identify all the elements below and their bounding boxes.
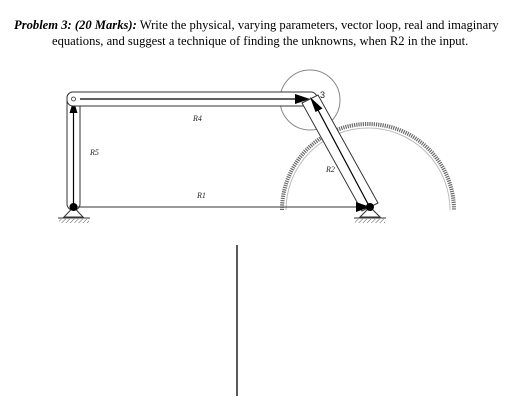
problem-text-line2: equations, and suggest a technique of finding the unknowns, when R2 in the input. (52, 34, 469, 48)
problem-text-line1: Write the physical, varying parameters, vector loop, real and imaginary (136, 18, 499, 32)
r1-label: R1 (197, 191, 206, 200)
joint-top-left-pin (72, 97, 76, 101)
link-r1 (74, 202, 370, 212)
left-ground-pivot (58, 203, 90, 223)
r5-label: R5 (90, 148, 99, 157)
link-r4 (67, 92, 317, 106)
r2-label: R2 (326, 165, 335, 174)
r4-label: R4 (193, 114, 202, 123)
joint-3-label: 3 (320, 90, 326, 100)
link-r2 (302, 95, 378, 211)
problem-heading: Problem 3: (20 Marks): (14, 18, 137, 32)
link-r5 (67, 92, 80, 210)
